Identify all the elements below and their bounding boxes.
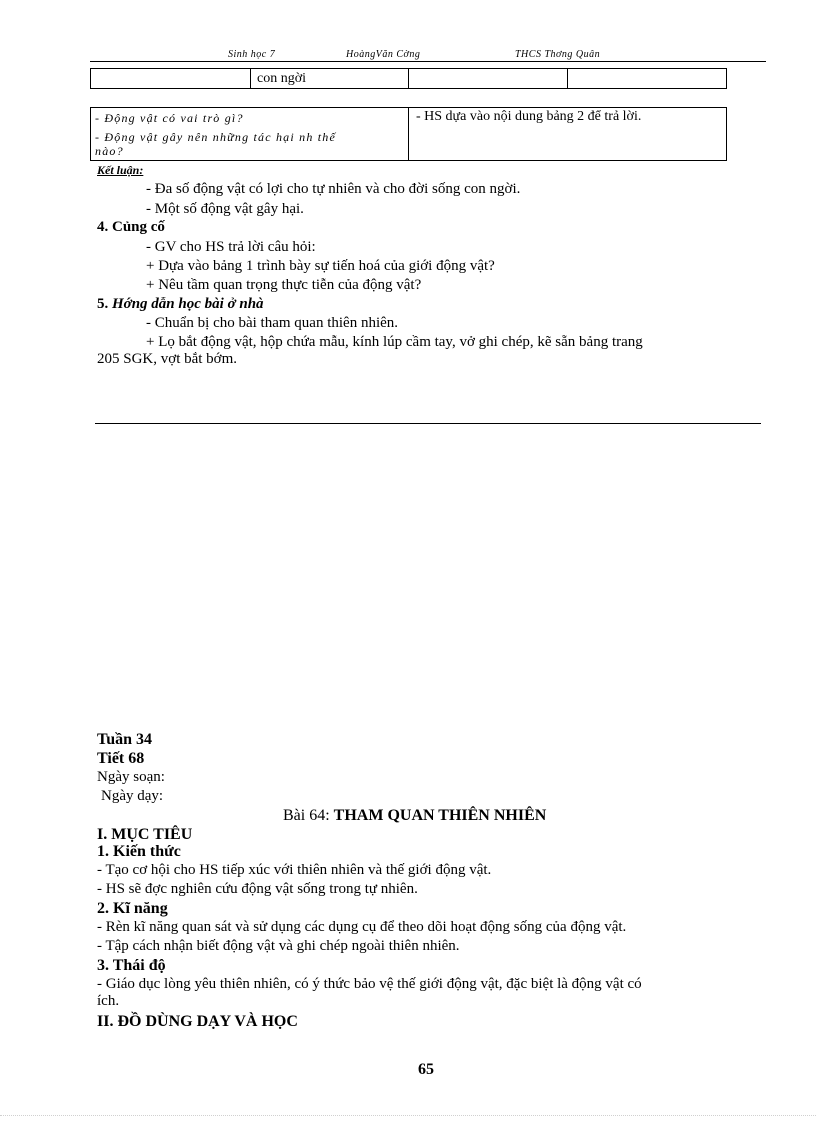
section-separator	[95, 423, 761, 424]
header-teacher: HoàngVăn Cờng	[346, 49, 421, 60]
skills-title: 2. Kĩ năng	[97, 900, 168, 917]
lesson-title	[283, 807, 546, 825]
section5-title	[97, 296, 264, 313]
section5-item: + Lọ bắt động vật, hộp chứa mẫu, kính lúp cầm tay, vở ghi chép, kẽ sẵn bảng trang	[146, 334, 643, 350]
attitude-item-cont: ích.	[97, 993, 120, 1009]
page-bottom-dots	[0, 1115, 816, 1116]
section4-item: + Nêu tầm quan trọng thực tiễn của động vật?	[146, 277, 422, 293]
table-divider	[250, 69, 251, 88]
knowledge-item: - Tạo cơ hội cho HS tiếp xúc với thiên nhiên và thế giới động vật.	[97, 862, 492, 878]
activity-table	[90, 107, 727, 161]
section5-number: 5.	[97, 296, 109, 312]
lesson-teach-date: Ngày dạy:	[101, 788, 164, 804]
attitude-item: - Giáo dục lòng yêu thiên nhiên, có ý thức bảo vệ thế giới động vật, đặc biệt là động vật có	[97, 976, 642, 992]
lesson-number: Bài 64:	[283, 807, 330, 824]
lesson-name: THAM QUAN THIÊN NHIÊN	[333, 807, 547, 824]
attitude-title: 3. Thái độ	[97, 957, 166, 974]
top-table	[90, 68, 727, 89]
table-divider	[567, 69, 568, 88]
question-line: - Động vật có vai trò gì?	[95, 111, 244, 125]
page-number: 65	[418, 1061, 434, 1078]
question-line: - Động vật gây nên những tác hại nh thế	[95, 130, 336, 144]
section4-item: - GV cho HS trả lời câu hỏi:	[146, 239, 316, 255]
table-divider	[408, 69, 409, 88]
lesson-week: Tuần 34	[97, 731, 152, 748]
header-rule	[90, 61, 766, 62]
conclusion-item: - Một số động vật gây hại.	[146, 201, 304, 217]
conclusion-title: Kết luận:	[97, 163, 144, 177]
question-line: nào?	[95, 144, 124, 158]
section4-title: 4. Củng cố	[97, 219, 165, 235]
header-school: THCS Thơng Quân	[515, 49, 601, 60]
lesson-period: Tiết 68	[97, 750, 145, 767]
table-divider	[408, 108, 409, 160]
skills-item: - Rèn kĩ năng quan sát và sử dụng các dụng cụ để theo dõi hoạt động sống của động vật.	[97, 919, 627, 935]
knowledge-item: - HS sẽ đợc nghiên cứu động vật sống trong tự nhiên.	[97, 881, 418, 897]
section4-item: + Dựa vào bảng 1 trình bày sự tiến hoá của giới động vật?	[146, 258, 495, 274]
header-subject: Sinh học 7	[228, 49, 276, 60]
conclusion-item: - Đa số động vật có lợi cho tự nhiên và cho đời sống con ngời.	[146, 181, 521, 197]
objectives-title: I. MỤC TIÊU	[97, 826, 193, 843]
lesson-prep-date: Ngày soạn:	[97, 769, 165, 785]
table-cell-text: con ngời	[257, 71, 307, 86]
materials-title: II. ĐỒ DÙNG DẠY VÀ HỌC	[97, 1013, 298, 1030]
answer-text: - HS dựa vào nội dung bảng 2 để trả lời.	[416, 109, 642, 124]
section5-item: - Chuẩn bị cho bài tham quan thiên nhiên.	[146, 315, 399, 331]
section5-item-cont: 205 SGK, vợt bắt bớm.	[97, 351, 238, 367]
skills-item: - Tập cách nhận biết động vật và ghi chép ngoài thiên nhiên.	[97, 938, 460, 954]
knowledge-title: 1. Kiến thức	[97, 843, 181, 860]
section5-text: Hớng dẫn học bài ở nhà	[112, 296, 264, 312]
